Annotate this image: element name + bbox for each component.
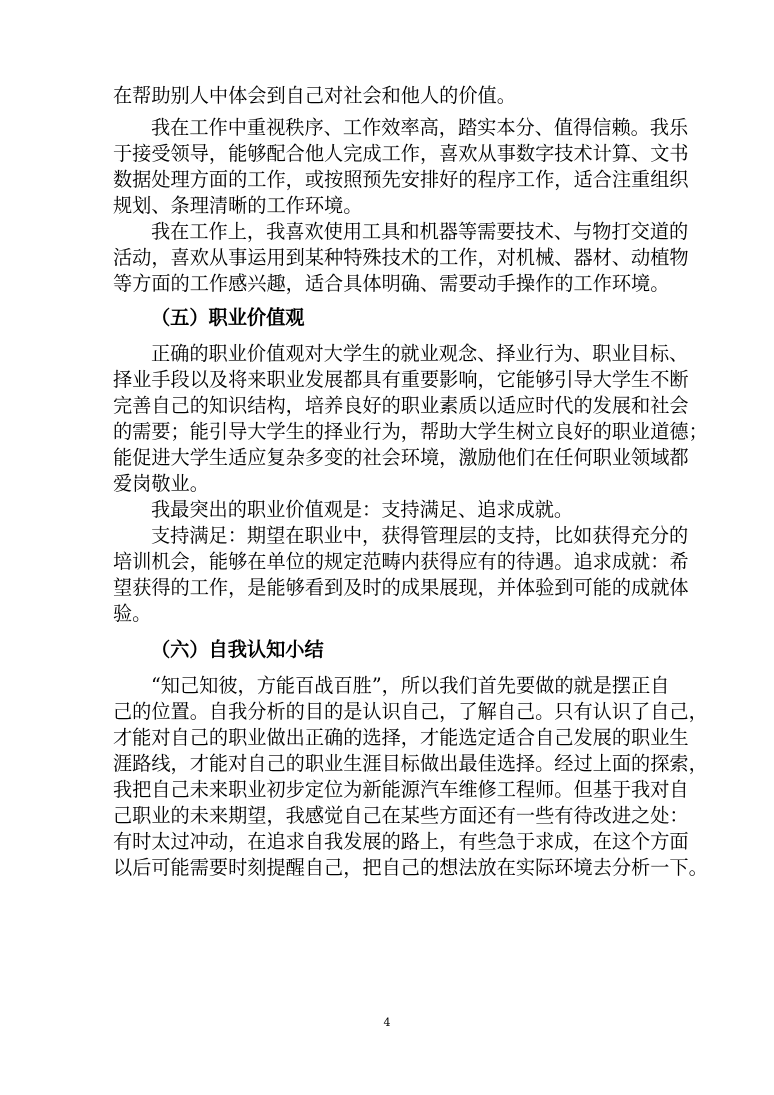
paragraph-line: 正确的职业价值观对大学生的就业观念、择业行为、职业目标、 xyxy=(151,342,689,365)
paragraph-line: 己职业的未来期望，我感觉自己在某些方面还有一些有待改进之处： xyxy=(113,804,689,827)
paragraph-line: 活动，喜欢从事运用到某种特殊技术的工作，对机械、器材、动植物 xyxy=(113,246,689,269)
paragraph-line: 验。 xyxy=(113,602,152,625)
paragraph-line: 能促进大学生适应复杂多变的社会环境，激励他们在任何职业领域都 xyxy=(113,446,689,469)
paragraph-line: 数据处理方面的工作，或按照预先安排好的程序工作，适合注重组织 xyxy=(113,168,689,191)
section-heading: （六）自我认知小结 xyxy=(151,638,324,661)
paragraph-line: 支持满足：期望在职业中，获得管理层的支持，比如获得充分的 xyxy=(151,524,689,547)
page-number: 4 xyxy=(383,1016,391,1029)
paragraph-line: 完善自己的知识结构，培养良好的职业素质以适应时代的发展和社会 xyxy=(113,394,689,417)
paragraph-line: 我把自己未来职业初步定位为新能源汽车维修工程师。但基于我对自 xyxy=(113,778,689,801)
paragraph-line: 于接受领导，能够配合他人完成工作，喜欢从事数字技术计算、文书 xyxy=(113,142,689,165)
paragraph-line: 我在工作上，我喜欢使用工具和机器等需要技术、与物打交道的 xyxy=(151,220,689,243)
paragraph-line: “知己知彼，方能百战百胜”，所以我们首先要做的就是摆正自 xyxy=(151,674,670,697)
paragraph-line: 在帮助别人中体会到自己对社会和他人的价值。 xyxy=(113,84,516,107)
paragraph-line: 择业手段以及将来职业发展都具有重要影响，它能够引导大学生不断 xyxy=(113,368,689,391)
paragraph-line: 己的位置。自我分析的目的是认识自己，了解自己。只有认识了自己， xyxy=(113,700,708,723)
paragraph-line: 我在工作中重视秩序、工作效率高，踏实本分、值得信赖。我乐 xyxy=(151,116,689,139)
paragraph-line: 才能对自己的职业做出正确的选择，才能选定适合自己发展的职业生 xyxy=(113,726,689,749)
paragraph-line: 有时太过冲动，在追求自我发展的路上，有些急于求成，在这个方面 xyxy=(113,830,689,853)
paragraph-line: 的需要；能引导大学生的择业行为，帮助大学生树立良好的职业道德； xyxy=(113,420,708,443)
section-heading: （五）职业价值观 xyxy=(151,306,305,329)
paragraph-line: 我最突出的职业价值观是：支持满足、追求成就。 xyxy=(151,498,574,521)
paragraph-line: 涯路线，才能对自己的职业生涯目标做出最佳选择。经过上面的探索， xyxy=(113,752,708,775)
paragraph-line: 望获得的工作，是能够看到及时的成果展现，并体验到可能的成就体 xyxy=(113,576,689,599)
paragraph-line: 爱岗敬业。 xyxy=(113,472,209,495)
paragraph-line: 培训机会，能够在单位的规定范畴内获得应有的待遇。追求成就：希 xyxy=(113,550,689,573)
paragraph-line: 等方面的工作感兴趣，适合具体明确、需要动手操作的工作环境。 xyxy=(113,272,670,295)
paragraph-line: 以后可能需要时刻提醒自己，把自己的想法放在实际环境去分析一下。 xyxy=(113,856,708,879)
paragraph-line: 规划、条理清晰的工作环境。 xyxy=(113,194,363,217)
